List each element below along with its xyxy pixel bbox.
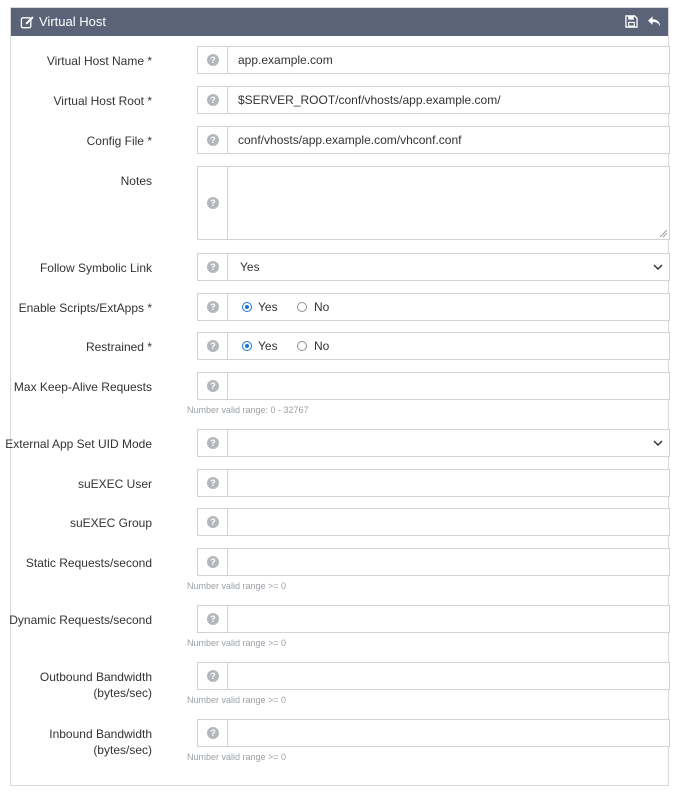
help-addon	[198, 167, 228, 239]
help-addon	[198, 47, 228, 73]
question-circle-icon[interactable]: ?	[207, 380, 219, 392]
resize-grip-icon[interactable]	[660, 230, 667, 237]
dynamic-rps-input[interactable]	[197, 605, 670, 633]
question-circle-icon[interactable]: ?	[207, 197, 219, 209]
suexec-user-value[interactable]	[228, 470, 669, 496]
help-addon	[198, 606, 228, 632]
follow-symlink-label: Follow Symbolic Link	[39, 261, 152, 275]
max-keepalive-value[interactable]	[228, 373, 669, 399]
notes-label: Notes	[120, 174, 152, 188]
question-circle-icon[interactable]: ?	[207, 340, 219, 352]
vhost-name-input[interactable]	[197, 46, 670, 74]
chevron-down-icon	[653, 439, 663, 447]
vhost-name-value[interactable]: app.example.com	[238, 53, 333, 67]
question-circle-icon[interactable]: ?	[207, 94, 219, 106]
restrained-no-radio[interactable]	[297, 341, 307, 351]
max-keepalive-input[interactable]	[197, 372, 670, 400]
outbound-bw-hint: Number valid range >= 0	[187, 695, 287, 705]
config-file-value[interactable]: conf/vhosts/app.example.com/vhconf.conf	[238, 133, 462, 147]
suexec-user-label: suEXEC User	[77, 477, 152, 491]
max-keepalive-label: Max Keep-Alive Requests	[13, 380, 152, 394]
notes-textarea[interactable]	[197, 166, 670, 240]
help-addon	[198, 254, 228, 280]
outbound-bw-label-line2: (bytes/sec)	[93, 686, 152, 700]
help-addon	[198, 549, 228, 575]
static-rps-input[interactable]	[197, 548, 670, 576]
virtual-host-panel	[5, 7, 669, 786]
inbound-bw-label-line2: (bytes/sec)	[93, 743, 152, 757]
static-rps-value[interactable]	[228, 549, 669, 575]
inbound-bw-value[interactable]	[228, 720, 669, 746]
vhost-root-value[interactable]: $SERVER_ROOT/conf/vhosts/app.example.com/	[238, 93, 501, 107]
help-addon	[198, 720, 228, 746]
panel-header	[11, 8, 668, 36]
enable-scripts-yes-radio[interactable]	[242, 302, 252, 312]
dynamic-rps-value[interactable]	[228, 606, 669, 632]
inbound-bw-hint: Number valid range >= 0	[187, 752, 287, 762]
help-addon	[198, 509, 228, 535]
inbound-bw-label-line1: Inbound Bandwidth	[49, 727, 152, 741]
outbound-bw-label-line1: Outbound Bandwidth	[39, 670, 152, 684]
restrained-no-label[interactable]: No	[314, 339, 330, 353]
question-circle-icon[interactable]: ?	[207, 516, 219, 528]
dynamic-rps-label: Dynamic Requests/second	[9, 613, 152, 627]
outbound-bw-input[interactable]	[197, 662, 670, 690]
help-addon	[198, 430, 228, 456]
vhost-name-label: Virtual Host Name *	[46, 54, 152, 68]
outbound-bw-value[interactable]	[228, 663, 669, 689]
question-circle-icon[interactable]: ?	[207, 477, 219, 489]
ext-app-uid-mode-label: External App Set UID Mode	[5, 437, 152, 451]
restrained-yes-label[interactable]: Yes	[258, 339, 278, 353]
panel-title: Virtual Host	[39, 14, 106, 29]
vhost-root-label: Virtual Host Root *	[53, 94, 152, 108]
vhost-root-input[interactable]	[197, 86, 670, 114]
help-addon	[198, 373, 228, 399]
restrained-label: Restrained *	[85, 340, 152, 354]
restrained-yes-radio[interactable]	[242, 341, 252, 351]
dynamic-rps-hint: Number valid range >= 0	[187, 638, 287, 648]
help-addon	[198, 127, 228, 153]
help-addon	[198, 470, 228, 496]
help-addon	[198, 663, 228, 689]
config-file-label: Config File *	[86, 134, 152, 148]
help-addon	[198, 333, 228, 359]
follow-symlink-value[interactable]: Yes	[240, 260, 260, 274]
question-circle-icon[interactable]: ?	[207, 556, 219, 568]
question-circle-icon[interactable]: ?	[207, 301, 219, 313]
notes-value[interactable]	[228, 167, 669, 239]
undo-icon[interactable]	[647, 15, 662, 29]
static-rps-label: Static Requests/second	[25, 556, 152, 570]
enable-scripts-no-radio[interactable]	[297, 302, 307, 312]
config-file-input[interactable]	[197, 126, 670, 154]
question-circle-icon[interactable]: ?	[207, 437, 219, 449]
max-keepalive-hint: Number valid range: 0 - 32767	[187, 405, 309, 415]
suexec-group-value[interactable]	[228, 509, 669, 535]
question-circle-icon[interactable]: ?	[207, 134, 219, 146]
help-addon	[198, 87, 228, 113]
static-rps-hint: Number valid range >= 0	[187, 581, 287, 591]
edit-icon	[20, 15, 35, 30]
suexec-group-input[interactable]	[197, 508, 670, 536]
question-circle-icon[interactable]: ?	[207, 727, 219, 739]
help-addon	[198, 294, 228, 320]
question-circle-icon[interactable]: ?	[207, 670, 219, 682]
inbound-bw-input[interactable]	[197, 719, 670, 747]
enable-scripts-label: Enable Scripts/ExtApps *	[18, 301, 152, 315]
restrained-radio-group	[197, 332, 670, 360]
suexec-group-label: suEXEC Group	[69, 516, 152, 530]
enable-scripts-yes-label[interactable]: Yes	[258, 300, 278, 314]
question-circle-icon[interactable]: ?	[207, 261, 219, 273]
chevron-down-icon	[653, 263, 663, 271]
follow-symlink-select[interactable]	[197, 253, 670, 281]
ext-app-uid-mode-value[interactable]	[228, 430, 669, 456]
question-circle-icon[interactable]: ?	[207, 54, 219, 66]
enable-scripts-no-label[interactable]: No	[314, 300, 330, 314]
ext-app-uid-mode-select[interactable]	[197, 429, 670, 457]
enable-scripts-radio-group	[197, 293, 670, 321]
question-circle-icon[interactable]: ?	[207, 613, 219, 625]
suexec-user-input[interactable]	[197, 469, 670, 497]
save-icon[interactable]	[625, 15, 638, 28]
